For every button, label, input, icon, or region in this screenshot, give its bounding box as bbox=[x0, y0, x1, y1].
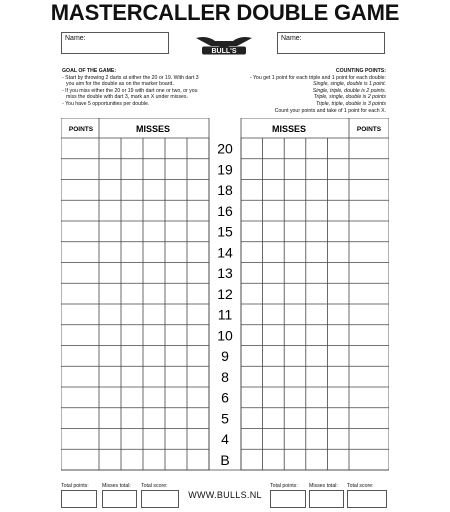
name-label: Name: bbox=[65, 35, 86, 42]
misses-header-right: MISSES bbox=[271, 124, 307, 134]
counting-example: Single, single, double is 1 point. bbox=[313, 81, 386, 88]
total-points-right-box[interactable] bbox=[270, 490, 306, 508]
target-number: 13 bbox=[217, 265, 233, 281]
goal-heading: GOAL OF THE GAME: bbox=[62, 68, 117, 74]
target-number: 11 bbox=[217, 306, 233, 323]
goal-rules bbox=[62, 68, 232, 108]
target-number: 15 bbox=[217, 223, 233, 240]
counting-example: Triple, single, double is 2 points bbox=[313, 94, 386, 101]
total-score-left-box[interactable] bbox=[141, 490, 179, 508]
target-number: 9 bbox=[221, 348, 229, 364]
target-number: 14 bbox=[217, 244, 233, 261]
total-score-right-box[interactable] bbox=[347, 490, 387, 508]
grid-frame bbox=[241, 118, 389, 470]
counting-line: - You get 1 point for each triple and 1 point for each double: bbox=[249, 74, 386, 81]
bulls-logo bbox=[193, 34, 255, 58]
misses-header-left: MISSES bbox=[135, 124, 171, 134]
counting-example: Single, triple, double is 2 points. bbox=[312, 87, 386, 94]
misses-total-right-box[interactable] bbox=[309, 490, 344, 508]
total-points-label: Total points: bbox=[61, 483, 89, 489]
goal-line: you aim for the double as on the marker board. bbox=[66, 81, 174, 88]
total-points-left-box[interactable] bbox=[61, 490, 97, 508]
target-number: 4 bbox=[221, 431, 229, 447]
total-points-label: Total points: bbox=[270, 483, 298, 489]
points-header-right: POINTS bbox=[356, 126, 382, 133]
total-score-label: Total score: bbox=[347, 483, 374, 489]
counting-heading: COUNTING POINTS: bbox=[335, 68, 386, 74]
misses-total-label: Misses total: bbox=[102, 483, 131, 489]
target-number: 20 bbox=[217, 140, 233, 157]
page-title: MASTERCALLER DOUBLE GAME bbox=[50, 0, 400, 25]
website-link[interactable]: WWW.BULLS.NL bbox=[188, 490, 262, 500]
counting-example: Triple, triple, double is 3 points bbox=[316, 100, 386, 107]
score-grid bbox=[61, 118, 389, 474]
target-number: 16 bbox=[217, 202, 233, 219]
target-number: 19 bbox=[217, 161, 233, 178]
goal-line: - Start by throwing 2 darts at either the 20 or 19. With dart 3 bbox=[62, 74, 199, 81]
name-label: Name: bbox=[281, 35, 302, 42]
misses-total-left-box[interactable] bbox=[102, 490, 137, 508]
goal-line: - If you miss either the 20 or 19 with dart one or two, or you bbox=[62, 87, 198, 94]
target-number: 12 bbox=[217, 285, 233, 302]
target-number: 8 bbox=[221, 368, 229, 385]
target-number: B bbox=[220, 451, 230, 468]
name-field-left[interactable] bbox=[61, 32, 169, 54]
goal-line: miss the double with dart 3, mark an X under misses. bbox=[66, 94, 188, 101]
points-header-left: POINTS bbox=[68, 126, 94, 133]
counting-line: Count your points and take of 1 point for each X. bbox=[274, 107, 386, 114]
total-score-label: Total score: bbox=[141, 483, 168, 489]
target-number: 6 bbox=[221, 389, 229, 406]
target-number: 18 bbox=[217, 182, 233, 198]
goal-line: - You have 5 opportunities per double. bbox=[62, 100, 150, 107]
misses-total-label: Misses total: bbox=[309, 483, 338, 489]
target-number: 10 bbox=[217, 327, 233, 344]
logo-text: BULL'S bbox=[211, 48, 237, 55]
counting-rules bbox=[230, 68, 386, 114]
name-field-right[interactable] bbox=[277, 32, 385, 54]
target-number: 5 bbox=[221, 410, 229, 427]
